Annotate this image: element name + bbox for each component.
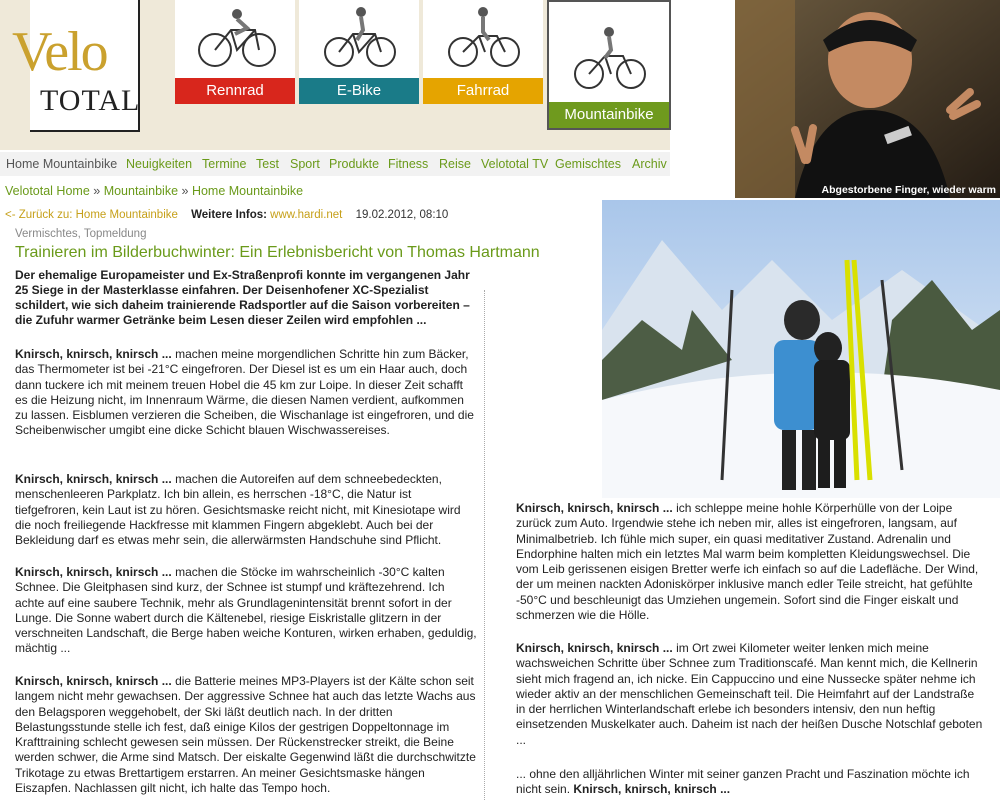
category-label: Mountainbike [549,102,669,128]
nav-item-fitness[interactable]: Fitness [388,157,429,171]
back-link[interactable]: <- Zurück zu: Home Mountainbike [5,209,178,221]
category-fahrrad[interactable] [423,0,543,104]
nav-item-sport[interactable]: Sport [290,157,320,171]
category-ebike[interactable] [299,0,419,104]
main-nav [0,152,670,176]
paragraph-text: machen die Stöcke im wahrscheinlich -30°C kalten Schnee. Die Gleitphasen sind kurz, der Schnee ist stumpf und kräftezehrend. Ich achte auf eine saubere Technik, mehr als Grundlagenintensität brennt sofort in der Lunge. Die Sonne wabert durch die Kältenebel, riesige Eiskristalle glitzern in der verschneiten Landschaft, die Berge haben weiche Konturen, wirken erhaben, geduldig, mächtig ... [15,565,477,656]
velo-total-logo[interactable] [12,0,141,132]
logo-velo: Velo [12,21,107,83]
nav-item-produkte[interactable]: Produkte [329,157,380,171]
header [0,0,670,150]
paragraph-text: die Batterie meines MP3-Players ist der Kälte schon seit langem nicht mehr gewachsen. Der aggressive Schnee hat auch das letzte Wachs aus den Belagsporen weggehobelt, der Ski läßt deutlich nach. In der dritten Belastungsstunde stelle ich fest, daß einige Kilos der gestrigen Doppeltonnage im Krafttraining schlecht gewesen sein müssen. Der Rückenstrecker streikt, die Beine werden schwer, die Arme sind Matsch. Der eiskalte Gegenwind läßt die durchschwitzte Trikotage zu etwas Brettartigem erstarren. An meiner Gesichtsmaske hängen Eiszapfen. Nachlassen gilt nicht, ich halte das Tempo hoch. [15,674,476,796]
article-meta-row [5,209,448,221]
more-info-label: Weitere Infos: [191,209,267,221]
paragraph-text: machen meine morgendlichen Schritte hin zum Bäcker, das Thermometer ist bei -21°C eingefroren. Der Diesel ist es um ein Haar auch, doch dann tuckere ich mit meinem treuen Hobel die 45 km zur Loipe. In dieser Zeit schafft es die Heizung nicht, im Innenraum Wärme, die diesen Namen verdient, aufkommen zu lassen. Eisblumen verzieren die Scheiben, die Wischanlage ist eingefroren, und die Scheibenwischer umgibt eine dicke Schicht blauen Wischwassereises. [15,347,474,438]
nav-item-termine[interactable]: Termine [202,157,247,171]
paragraph-intro: Knirsch, knirsch, knirsch ... [15,347,172,361]
category-label: E-Bike [299,78,419,104]
portrait-image [735,0,1000,198]
category-label: Rennrad [175,78,295,104]
paragraph-intro: Knirsch, knirsch, knirsch ... [15,674,172,688]
nav-item-gemischtes[interactable]: Gemischtes [555,157,621,171]
breadcrumb-item[interactable]: Home Mountainbike [191,184,304,198]
breadcrumb [5,184,303,198]
paragraph [15,565,477,657]
paragraph [15,347,477,439]
nav-item-neuigkeiten[interactable]: Neuigkeiten [126,157,193,171]
paragraph [516,641,986,748]
more-info-link[interactable]: www.hardi.net [270,209,343,221]
ski-photo [602,200,1000,498]
breadcrumb-separator: » [89,184,104,198]
paragraph [15,472,477,548]
paragraph-intro: Knirsch, knirsch, knirsch ... [516,501,673,515]
road-bike-icon [175,0,295,76]
article-category: Vermischtes, Topmeldung [15,228,147,240]
article-date: 19.02.2012, 08:10 [355,209,449,221]
ski-image [602,200,1000,498]
paragraph-text: ich schleppe meine hohle Körperhülle von der Loipe zurück zum Auto. Irgendwie stehe ich neben mir, alles ist eingefroren, langsam, auf Minimalbetrieb. Ich fühle mich super, ein quasi meditativer Zustand. Adrenalin und Endorphine halten mich ein letztes Mal warm beim kompletten Kleidungswechsel. Die vom Leib gerissenen eisigen Bretter werfe ich einfach so auf die Ladefläche. Der Wind, der um meinen nackten Adoniskörper inklusive manch edler Teile streicht, hat gefühlte -50°C und beschleunigt das Umziehen ungemein. Sofort sind die Finger eiskalt und schmerzen wie die Hölle. [516,501,979,623]
breadcrumb-item[interactable]: Mountainbike [103,184,179,198]
nav-item-velototal-tv[interactable]: Velototal TV [481,157,549,171]
category-label: Fahrrad [423,78,543,104]
paragraph [15,674,477,796]
paragraph-intro: Knirsch, knirsch, knirsch ... [15,472,172,486]
paragraph-intro: Knirsch, knirsch, knirsch ... [15,565,172,579]
paragraph-text: ... ohne den alljährlichen Winter mit seiner ganzen Pracht und Faszination möchte ich nicht sein. [516,767,970,797]
paragraph-text: im Ort zwei Kilometer weiter lenken mich meine wachsweichen Schritte über Schnee zum Traditionscafé. Man kennt mich, die Kellnerin sieht mich fragend an, ich nicke. Ein Cappuccino und eine Nussecke später nehme ich wieder aktiv an der menschlichen Gemeinschaft teil. Die Heimfahrt auf der Landstraße in der herrlichen Winterlandschaft erlebe ich besonders intensiv, den nun heftig einsetzenden Muskelkater auch. Daheim ist nach der heißen Dusche Notschlaf geboten ... [516,641,983,747]
portrait-photo [735,0,1000,198]
category-rennrad[interactable] [175,0,295,104]
nav-item-reise[interactable]: Reise [439,157,471,171]
article-title: Trainieren im Bilderbuchwinter: Ein Erlebnisbericht von Thomas Hartmann [15,244,540,261]
category-mountainbike[interactable] [547,0,671,130]
nav-item-archiv[interactable]: Archiv [632,157,667,171]
nav-item-home-mountainbike[interactable]: Home Mountainbike [6,157,118,171]
paragraph [516,767,986,798]
column-divider [484,290,485,800]
paragraph [516,501,986,623]
mountain-bike-icon [549,2,669,100]
breadcrumb-item[interactable]: Velototal Home [5,184,90,198]
photo-caption: Abgestorbene Finger, wieder warm [821,184,996,196]
breadcrumb-separator: » [178,184,192,198]
paragraph-text: machen die Autoreifen auf dem schneebedeckten, menschenleeren Parkplatz. Ich bin allein, es herrschen -18°C, die Natur ist tiefgefroren, kein Laut ist zu hören. Gesichtsmaske reicht nicht, mit Kinesiotape wird die noch freiliegende Hackfresse mit klammen Fingern abgeklebt. Auch bei der Bekleidung darf es etwas mehr sein, die allerwärmsten Handschuhe sind Pflicht. [15,472,461,548]
paragraph-intro: Knirsch, knirsch, knirsch ... [516,641,673,655]
city-bike-icon [423,0,543,76]
e-bike-icon [299,0,419,76]
paragraph-outro: Knirsch, knirsch, knirsch ... [573,782,731,797]
article-lead: Der ehemalige Europameister und Ex-Straßenprofi konnte im vergangenen Jahr 25 Siege in der Masterklasse einfahren. Der Deisenhofener XC-Spezialist schildert, wie sich daheim trainierende Radsportler auf die Saison vorbereiten – die Zufuhr warmer Getränke beim Lesen dieser Zeilen wird empfohlen ... [15,268,470,327]
logo-total: TOTAL [40,84,141,117]
nav-item-test[interactable]: Test [256,157,279,171]
